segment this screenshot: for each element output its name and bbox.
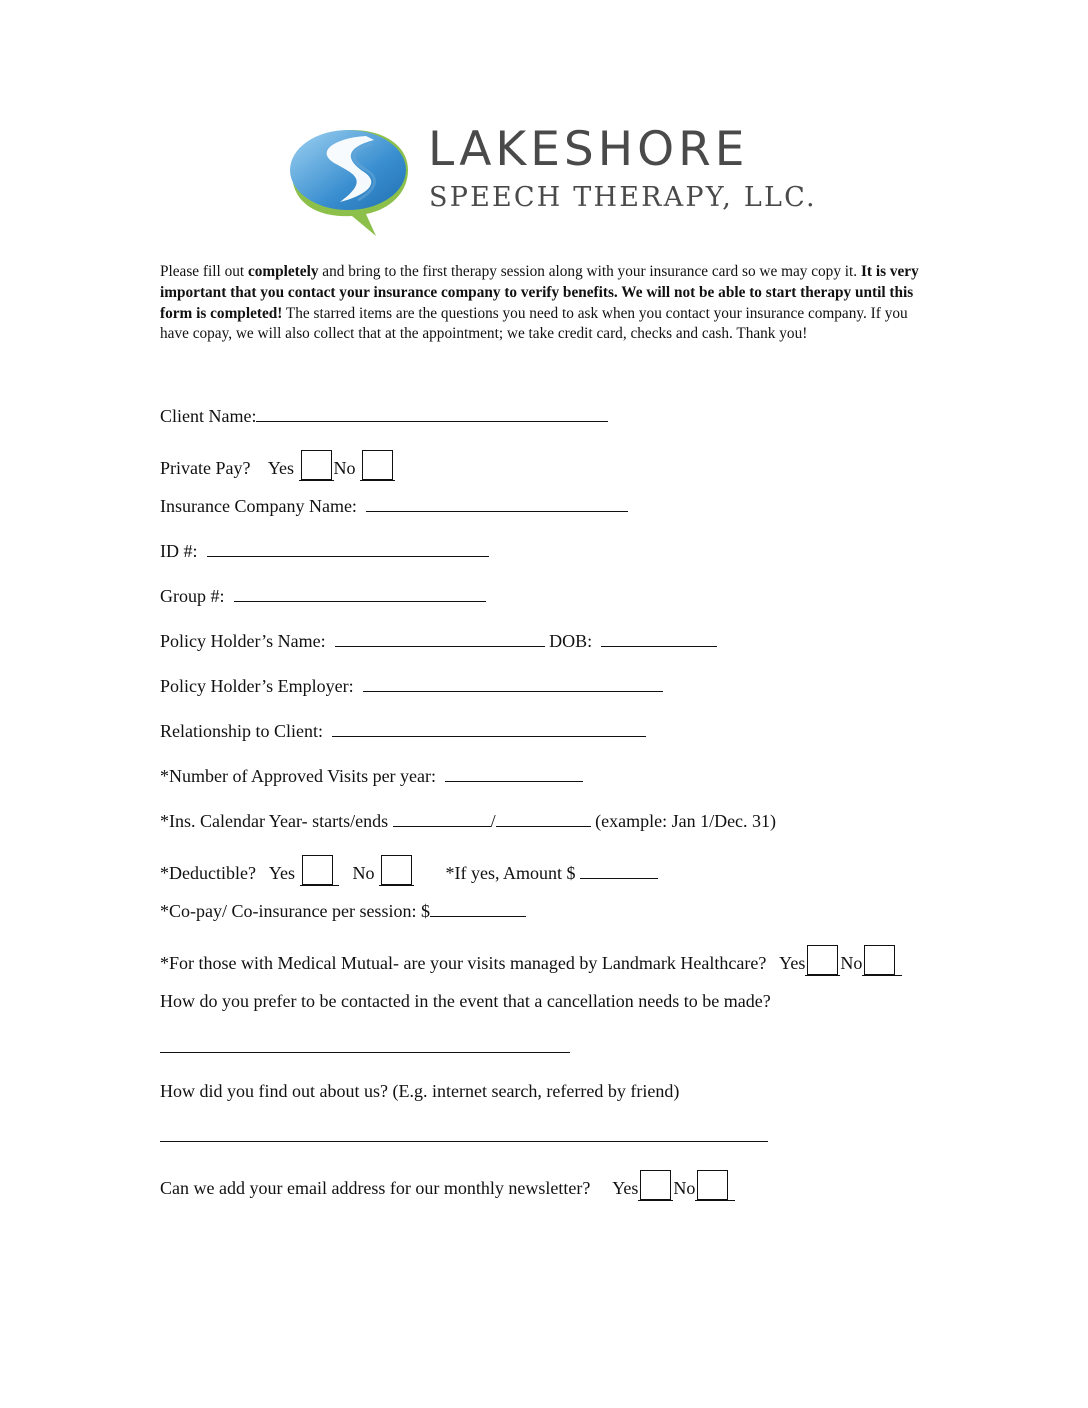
- id-row: [160, 540, 489, 562]
- approved-visits-label: *Number of Approved Visits per year:: [160, 766, 437, 786]
- calendar-example: (example: Jan 1/Dec. 31): [595, 811, 777, 831]
- find-us-label: How did you find out about us? (E.g. internet search, referred by friend): [160, 1081, 680, 1101]
- deductible-row: [160, 855, 658, 886]
- calendar-end-field[interactable]: [496, 812, 591, 827]
- policy-holder-name-row: [160, 630, 717, 652]
- deductible-yes-label: Yes: [268, 863, 296, 883]
- private-pay-row: [160, 450, 395, 481]
- medical-mutual-no-label: No: [840, 953, 863, 973]
- approved-visits-row: [160, 765, 583, 787]
- policy-holder-name-label: Policy Holder’s Name:: [160, 631, 326, 651]
- calendar-start-field[interactable]: [393, 812, 491, 827]
- private-pay-yes-checkbox[interactable]: [301, 450, 332, 480]
- intro-text-1: Please fill out: [160, 263, 248, 280]
- client-name-field[interactable]: [256, 407, 608, 422]
- employer-row: [160, 675, 663, 697]
- medical-mutual-yes-label: Yes: [779, 953, 806, 973]
- deductible-amount-field[interactable]: [580, 864, 658, 879]
- id-field[interactable]: [207, 542, 489, 557]
- group-row: [160, 585, 486, 607]
- cancellation-label: How do you prefer to be contacted in the event that a cancellation needs to be made?: [160, 991, 771, 1011]
- copay-label: *Co-pay/ Co-insurance per session: $: [160, 901, 430, 921]
- intro-text-2: and bring to the first therapy session along with your insurance card so we may copy it.: [318, 263, 861, 280]
- logo-title: LAKESHORE: [428, 122, 749, 177]
- insurance-company-row: [160, 495, 628, 517]
- intro-paragraph: [160, 262, 935, 345]
- id-label: ID #:: [160, 541, 198, 561]
- speech-bubble-logo-icon: [284, 118, 419, 243]
- deductible-label: *Deductible?: [160, 863, 256, 883]
- employer-label: Policy Holder’s Employer:: [160, 676, 354, 696]
- policy-holder-name-field[interactable]: [335, 632, 545, 647]
- copay-field[interactable]: [430, 902, 526, 917]
- insurance-company-field[interactable]: [366, 497, 628, 512]
- cancellation-field[interactable]: [160, 1052, 570, 1053]
- dob-field[interactable]: [601, 632, 717, 647]
- calendar-year-label: *Ins. Calendar Year- starts/ends: [160, 811, 389, 831]
- relationship-label: Relationship to Client:: [160, 721, 323, 741]
- deductible-no-checkbox[interactable]: [381, 855, 412, 885]
- private-pay-yes-label: Yes: [267, 458, 295, 478]
- private-pay-no-label: No: [333, 458, 356, 478]
- intro-bold-1: completely: [247, 263, 319, 280]
- intro-text-3: The starred items are the questions you need to ask when you contact your insurance company. If you have copay, we will also collect that at the appointment; we take credit card, checks and cash. Thank you!: [160, 304, 908, 343]
- cancellation-row: [160, 990, 771, 1012]
- newsletter-label: Can we add your email address for our monthly newsletter?: [160, 1178, 591, 1198]
- logo-subtitle: SPEECH THERAPY, LLC.: [429, 182, 817, 213]
- newsletter-yes-checkbox[interactable]: [640, 1170, 671, 1200]
- newsletter-row: [160, 1170, 735, 1201]
- relationship-row: [160, 720, 646, 742]
- medical-mutual-yes-checkbox[interactable]: [807, 945, 838, 975]
- deductible-yes-checkbox[interactable]: [302, 855, 333, 885]
- newsletter-yes-label: Yes: [612, 1178, 639, 1198]
- company-logo: [284, 118, 824, 243]
- group-label: Group #:: [160, 586, 225, 606]
- calendar-year-row: [160, 810, 776, 832]
- intro-bold-2: It is very important that you contact your insurance company to verify benefits. We will not be able to start therapy until this form is completed!: [160, 263, 919, 322]
- medical-mutual-row: [160, 945, 902, 976]
- deductible-amount-label: *If yes, Amount $: [445, 863, 576, 883]
- relationship-field[interactable]: [332, 722, 646, 737]
- copay-row: [160, 900, 526, 922]
- group-field[interactable]: [234, 587, 486, 602]
- find-us-field[interactable]: [160, 1141, 768, 1142]
- insurance-company-label: Insurance Company Name:: [160, 496, 357, 516]
- private-pay-no-checkbox[interactable]: [362, 450, 393, 480]
- medical-mutual-label: *For those with Medical Mutual- are your visits managed by Landmark Healthcare?: [160, 953, 767, 973]
- medical-mutual-no-checkbox[interactable]: [864, 945, 895, 975]
- find-us-row: [160, 1080, 679, 1102]
- newsletter-no-label: No: [673, 1178, 696, 1198]
- approved-visits-field[interactable]: [445, 767, 583, 782]
- newsletter-no-checkbox[interactable]: [697, 1170, 728, 1200]
- employer-field[interactable]: [363, 677, 663, 692]
- client-name-label: Client Name:: [160, 406, 257, 426]
- private-pay-label: Private Pay?: [160, 458, 251, 478]
- dob-label: DOB:: [549, 631, 593, 651]
- client-name-row: [160, 405, 608, 427]
- calendar-slash: /: [490, 811, 496, 831]
- deductible-no-label: No: [352, 863, 375, 883]
